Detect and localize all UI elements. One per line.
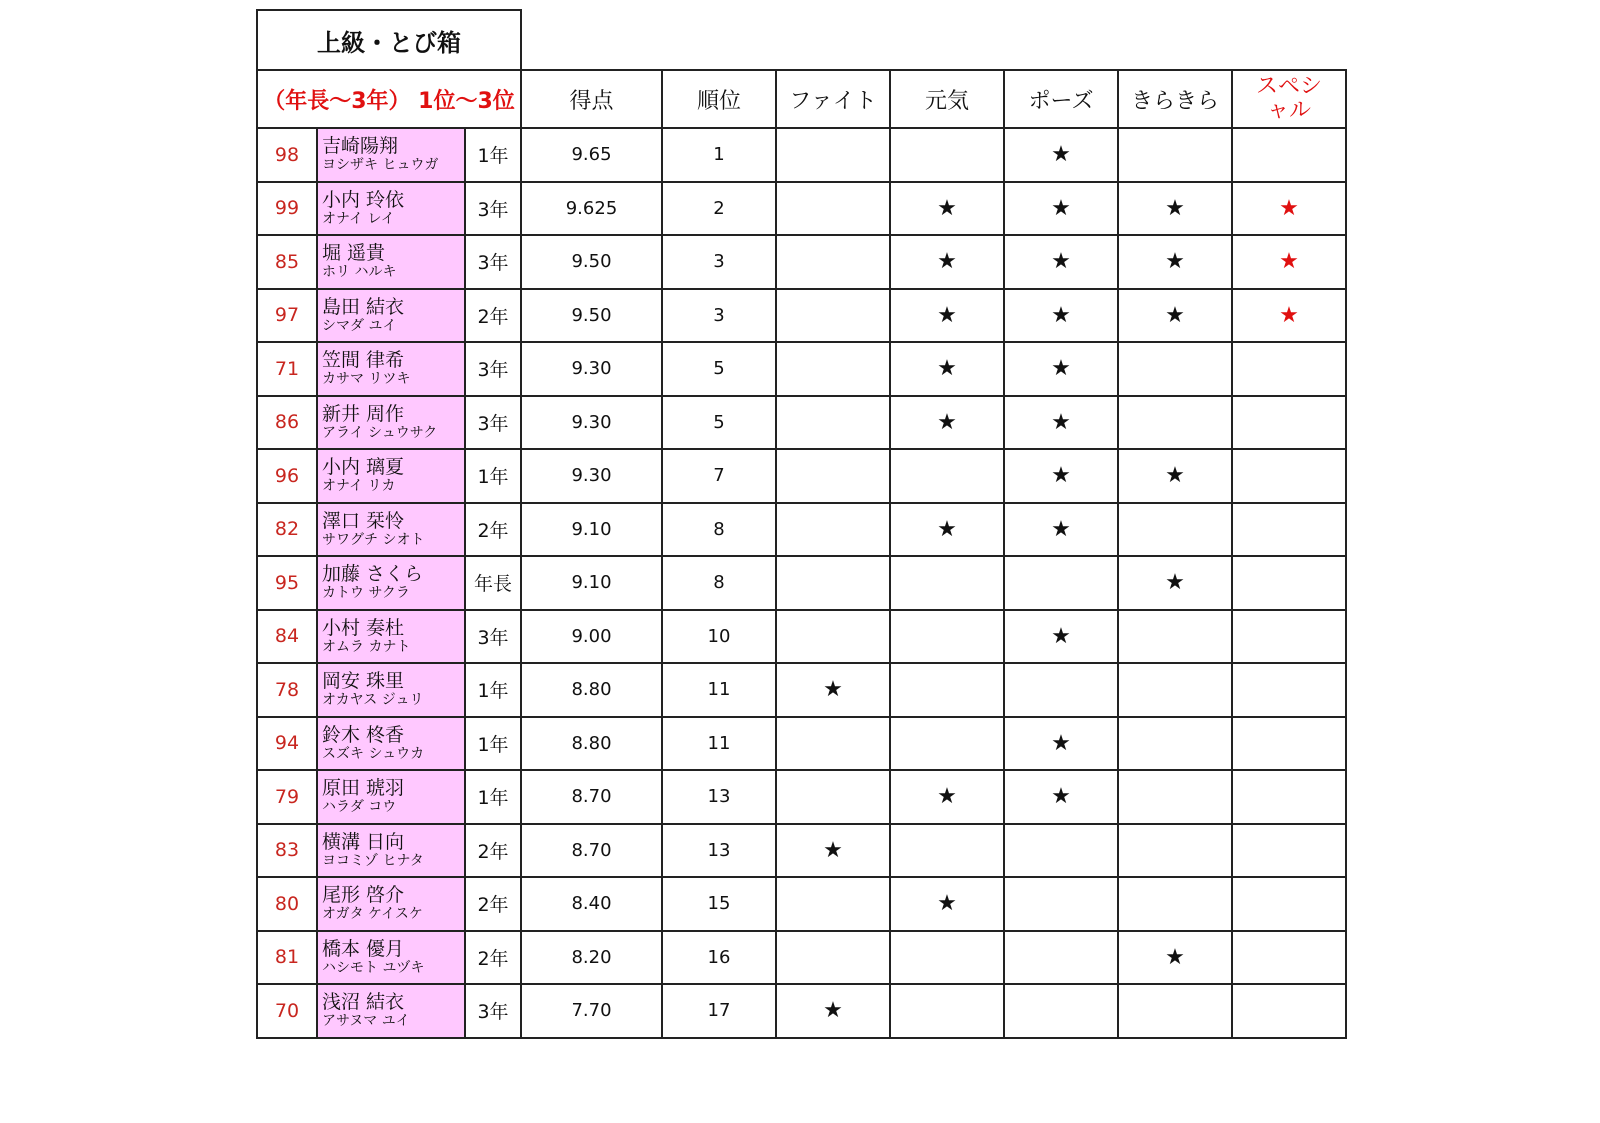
- table-row: [257, 289, 1346, 343]
- grade-cell: 3年: [465, 235, 521, 289]
- fight-cell: [776, 342, 890, 396]
- fight-cell: [776, 877, 890, 931]
- table-row: [257, 931, 1346, 985]
- grade-cell: 3年: [465, 396, 521, 450]
- genki-cell: [890, 824, 1004, 878]
- star-icon: ★: [1165, 195, 1185, 221]
- results-table: [256, 9, 1347, 1039]
- table-row: [257, 342, 1346, 396]
- table-row: [257, 182, 1346, 236]
- pose-cell: [1004, 128, 1118, 182]
- rank-cell: 5: [662, 342, 776, 396]
- special-cell: [1232, 931, 1346, 985]
- rank-cell: 3: [662, 289, 776, 343]
- kirakira-cell: [1118, 128, 1232, 182]
- genki-cell: [890, 556, 1004, 610]
- name-cell: [317, 503, 465, 557]
- table-row: [257, 770, 1346, 824]
- name-kana: オカヤス ジュリ: [322, 692, 424, 709]
- star-icon: ★: [937, 516, 957, 542]
- entry-number: 81: [257, 931, 317, 985]
- pose-cell: [1004, 556, 1118, 610]
- pose-cell: [1004, 235, 1118, 289]
- kirakira-cell: [1118, 182, 1232, 236]
- special-header-line1: スペシ: [1255, 74, 1322, 99]
- entry-number: 96: [257, 449, 317, 503]
- genki-cell: [890, 984, 1004, 1038]
- fight-cell: [776, 503, 890, 557]
- grade-cell: 1年: [465, 128, 521, 182]
- name-kanji: 島田 結衣: [322, 295, 405, 318]
- genki-cell: [890, 931, 1004, 985]
- name-kanji: 笠間 律希: [322, 349, 405, 372]
- rank-cell: 13: [662, 770, 776, 824]
- star-icon: ★: [1051, 356, 1071, 382]
- rank-cell: 3: [662, 235, 776, 289]
- kirakira-cell: [1118, 770, 1232, 824]
- kirakira-cell: [1118, 289, 1232, 343]
- rank-cell: 1: [662, 128, 776, 182]
- entry-number: 99: [257, 182, 317, 236]
- rank-cell: 16: [662, 931, 776, 985]
- genki-cell: [890, 503, 1004, 557]
- name-kanji: 尾形 啓介: [322, 884, 405, 907]
- fight-cell: [776, 449, 890, 503]
- grade-cell: 2年: [465, 824, 521, 878]
- name-cell: [317, 770, 465, 824]
- fight-header: ファイト: [776, 70, 890, 128]
- genki-cell: [890, 289, 1004, 343]
- grade-cell: 3年: [465, 610, 521, 664]
- star-icon: ★: [823, 998, 843, 1024]
- name-cell: [317, 182, 465, 236]
- entry-number: 80: [257, 877, 317, 931]
- entry-number: 84: [257, 610, 317, 664]
- star-icon: ★: [823, 677, 843, 703]
- genki-cell: [890, 717, 1004, 771]
- pose-cell: [1004, 342, 1118, 396]
- entry-number: 98: [257, 128, 317, 182]
- star-icon: ★: [1165, 249, 1185, 275]
- rank-cell: 15: [662, 877, 776, 931]
- name-kana: アライ シュウサク: [322, 424, 438, 441]
- table-row: [257, 128, 1346, 182]
- pose-cell: [1004, 717, 1118, 771]
- special-cell: [1232, 770, 1346, 824]
- rank-cell: 17: [662, 984, 776, 1038]
- name-kana: ハシモト ユヅキ: [322, 959, 425, 976]
- table-body: [257, 10, 1346, 1038]
- name-kana: オナイ リカ: [322, 478, 396, 495]
- pose-cell: [1004, 877, 1118, 931]
- star-icon: ★: [1051, 142, 1071, 168]
- name-cell: [317, 984, 465, 1038]
- name-cell: [317, 556, 465, 610]
- name-cell: [317, 128, 465, 182]
- grade-cell: 3年: [465, 984, 521, 1038]
- pose-cell: [1004, 182, 1118, 236]
- score-cell: 9.65: [521, 128, 662, 182]
- rank-cell: 8: [662, 556, 776, 610]
- rank-cell: 11: [662, 663, 776, 717]
- score-cell: 9.50: [521, 289, 662, 343]
- table-row: [257, 663, 1346, 717]
- score-cell: 9.30: [521, 342, 662, 396]
- rank-cell: 2: [662, 182, 776, 236]
- grade-cell: 1年: [465, 770, 521, 824]
- genki-cell: [890, 128, 1004, 182]
- grade-cell: 2年: [465, 931, 521, 985]
- star-icon: ★: [1165, 463, 1185, 489]
- name-cell: [317, 931, 465, 985]
- name-kana: スズキ シュウカ: [322, 745, 425, 762]
- genki-header: 元気: [890, 70, 1004, 128]
- entry-number: 86: [257, 396, 317, 450]
- name-kanji: 新井 周作: [322, 402, 405, 425]
- special-cell: [1232, 663, 1346, 717]
- fight-cell: [776, 182, 890, 236]
- genki-cell: [890, 182, 1004, 236]
- star-icon: ★: [1279, 302, 1299, 328]
- fight-cell: [776, 235, 890, 289]
- header-row: [257, 70, 1346, 128]
- grade-cell: 年長: [465, 556, 521, 610]
- score-cell: 8.20: [521, 931, 662, 985]
- kirakira-cell: [1118, 610, 1232, 664]
- name-kanji: 堀 遥貴: [322, 242, 386, 265]
- table-row: [257, 556, 1346, 610]
- score-cell: 7.70: [521, 984, 662, 1038]
- kirakira-cell: [1118, 342, 1232, 396]
- entry-number: 78: [257, 663, 317, 717]
- score-cell: 9.50: [521, 235, 662, 289]
- special-cell: [1232, 235, 1346, 289]
- name-cell: [317, 342, 465, 396]
- score-cell: 9.30: [521, 396, 662, 450]
- name-kanji: 澤口 栞怜: [322, 509, 405, 532]
- star-icon: ★: [937, 195, 957, 221]
- table-row: [257, 503, 1346, 557]
- name-kanji: 小内 璃夏: [322, 456, 405, 479]
- genki-cell: [890, 396, 1004, 450]
- name-kana: ヨコミゾ ヒナタ: [322, 852, 424, 869]
- special-cell: [1232, 824, 1346, 878]
- genki-cell: [890, 663, 1004, 717]
- score-cell: 8.40: [521, 877, 662, 931]
- kirakira-cell: [1118, 717, 1232, 771]
- name-cell: [317, 449, 465, 503]
- star-icon: ★: [1165, 570, 1185, 596]
- name-kana: シマダ ユイ: [322, 317, 397, 334]
- special-cell: [1232, 396, 1346, 450]
- kirakira-cell: [1118, 396, 1232, 450]
- grade-cell: 3年: [465, 342, 521, 396]
- name-cell: [317, 396, 465, 450]
- special-cell: [1232, 877, 1346, 931]
- entry-number: 85: [257, 235, 317, 289]
- name-kana: カトウ サクラ: [322, 585, 410, 602]
- table-row: [257, 984, 1346, 1038]
- score-cell: 8.80: [521, 663, 662, 717]
- table-row: [257, 235, 1346, 289]
- name-cell: [317, 717, 465, 771]
- kirakira-cell: [1118, 931, 1232, 985]
- entry-number: 71: [257, 342, 317, 396]
- star-icon: ★: [937, 356, 957, 382]
- star-icon: ★: [1051, 516, 1071, 542]
- genki-cell: [890, 235, 1004, 289]
- star-icon: ★: [937, 784, 957, 810]
- entry-number: 94: [257, 717, 317, 771]
- score-cell: 9.00: [521, 610, 662, 664]
- pose-cell: [1004, 824, 1118, 878]
- rank-cell: 5: [662, 396, 776, 450]
- name-kanji: 原田 琥羽: [322, 777, 405, 800]
- score-header: 得点: [521, 70, 662, 128]
- name-kana: アサヌマ ユイ: [322, 1013, 410, 1030]
- name-kanji: 横溝 日向: [322, 830, 405, 853]
- pose-cell: [1004, 610, 1118, 664]
- name-kanji: 鈴木 柊香: [322, 723, 405, 746]
- name-kanji: 吉崎陽翔: [322, 135, 399, 158]
- pose-cell: [1004, 503, 1118, 557]
- pose-cell: [1004, 396, 1118, 450]
- score-cell: 9.10: [521, 556, 662, 610]
- grade-cell: 2年: [465, 289, 521, 343]
- star-icon: ★: [1279, 195, 1299, 221]
- pose-cell: [1004, 984, 1118, 1038]
- name-kana: オガタ ケイスケ: [322, 906, 423, 923]
- special-cell: [1232, 182, 1346, 236]
- star-icon: ★: [823, 837, 843, 863]
- entry-number: 83: [257, 824, 317, 878]
- special-cell: [1232, 449, 1346, 503]
- star-icon: ★: [1165, 302, 1185, 328]
- pose-cell: [1004, 931, 1118, 985]
- table-row: [257, 610, 1346, 664]
- score-cell: 8.70: [521, 824, 662, 878]
- entry-number: 70: [257, 984, 317, 1038]
- genki-cell: [890, 877, 1004, 931]
- grade-cell: 1年: [465, 717, 521, 771]
- table-row: [257, 449, 1346, 503]
- kirakira-cell: [1118, 556, 1232, 610]
- name-kana: ホリ ハルキ: [322, 264, 397, 281]
- kirakira-header: きらきら: [1118, 70, 1232, 128]
- pose-cell: [1004, 770, 1118, 824]
- name-kana: オムラ カナト: [322, 638, 411, 655]
- fight-cell: [776, 396, 890, 450]
- name-kana: オナイ レイ: [322, 210, 395, 227]
- fight-cell: [776, 663, 890, 717]
- grade-cell: 1年: [465, 449, 521, 503]
- name-kana: カサマ リツキ: [322, 371, 411, 388]
- name-cell: [317, 877, 465, 931]
- genki-cell: [890, 770, 1004, 824]
- rank-cell: 7: [662, 449, 776, 503]
- fight-cell: [776, 984, 890, 1038]
- blank-area: [521, 10, 1346, 70]
- name-cell: [317, 610, 465, 664]
- rank-cell: 11: [662, 717, 776, 771]
- kirakira-cell: [1118, 663, 1232, 717]
- grade-cell: 2年: [465, 503, 521, 557]
- results-sheet: [256, 9, 1347, 1039]
- star-icon: ★: [1051, 623, 1071, 649]
- score-cell: 9.10: [521, 503, 662, 557]
- name-kanji: 橋本 優月: [322, 937, 405, 960]
- score-cell: 9.30: [521, 449, 662, 503]
- pose-header: ポーズ: [1004, 70, 1118, 128]
- star-icon: ★: [937, 302, 957, 328]
- rank-cell: 13: [662, 824, 776, 878]
- star-icon: ★: [1051, 302, 1071, 328]
- fight-cell: [776, 824, 890, 878]
- kirakira-cell: [1118, 503, 1232, 557]
- special-cell: [1232, 610, 1346, 664]
- name-kanji: 浅沼 結衣: [322, 991, 405, 1014]
- grade-cell: 1年: [465, 663, 521, 717]
- grade-cell: 3年: [465, 182, 521, 236]
- pose-cell: [1004, 289, 1118, 343]
- star-icon: ★: [1051, 195, 1071, 221]
- score-cell: 8.70: [521, 770, 662, 824]
- table-row: [257, 877, 1346, 931]
- fight-cell: [776, 717, 890, 771]
- table-row: [257, 824, 1346, 878]
- name-cell: [317, 824, 465, 878]
- pose-cell: [1004, 663, 1118, 717]
- range-header: （年長～3年） 1位～3位: [257, 70, 521, 128]
- special-header-line2: ャル: [1266, 98, 1311, 123]
- special-cell: [1232, 342, 1346, 396]
- special-cell: [1232, 289, 1346, 343]
- name-kanji: 岡安 珠里: [322, 670, 405, 693]
- entry-number: 79: [257, 770, 317, 824]
- kirakira-cell: [1118, 449, 1232, 503]
- entry-number: 95: [257, 556, 317, 610]
- fight-cell: [776, 128, 890, 182]
- special-cell: [1232, 556, 1346, 610]
- entry-number: 97: [257, 289, 317, 343]
- name-kana: ハラダ コウ: [322, 799, 397, 816]
- fight-cell: [776, 610, 890, 664]
- grade-cell: 2年: [465, 877, 521, 931]
- special-cell: [1232, 984, 1346, 1038]
- name-kana: ヨシザキ ヒュウガ: [322, 157, 439, 174]
- fight-cell: [776, 931, 890, 985]
- rank-cell: 10: [662, 610, 776, 664]
- fight-cell: [776, 289, 890, 343]
- name-kanji: 小内 玲依: [322, 188, 405, 211]
- special-cell: [1232, 717, 1346, 771]
- name-cell: [317, 289, 465, 343]
- sheet-title: 上級・とび箱: [257, 10, 521, 70]
- star-icon: ★: [937, 249, 957, 275]
- name-kanji: 小村 奏杜: [322, 616, 405, 639]
- fight-cell: [776, 556, 890, 610]
- score-cell: 8.80: [521, 717, 662, 771]
- special-header: [1232, 70, 1346, 128]
- kirakira-cell: [1118, 824, 1232, 878]
- special-cell: [1232, 503, 1346, 557]
- genki-cell: [890, 342, 1004, 396]
- star-icon: ★: [1051, 409, 1071, 435]
- entry-number: 82: [257, 503, 317, 557]
- kirakira-cell: [1118, 877, 1232, 931]
- name-kana: サワグチ シオト: [322, 531, 425, 548]
- name-cell: [317, 663, 465, 717]
- star-icon: ★: [1165, 944, 1185, 970]
- kirakira-cell: [1118, 235, 1232, 289]
- star-icon: ★: [1051, 249, 1071, 275]
- star-icon: ★: [937, 891, 957, 917]
- special-cell: [1232, 128, 1346, 182]
- table-row: [257, 717, 1346, 771]
- genki-cell: [890, 449, 1004, 503]
- star-icon: ★: [1051, 784, 1071, 810]
- rank-header: 順位: [662, 70, 776, 128]
- star-icon: ★: [1051, 463, 1071, 489]
- star-icon: ★: [1051, 730, 1071, 756]
- pose-cell: [1004, 449, 1118, 503]
- kirakira-cell: [1118, 984, 1232, 1038]
- name-kanji: 加藤 さくら: [322, 563, 424, 586]
- rank-cell: 8: [662, 503, 776, 557]
- name-cell: [317, 235, 465, 289]
- fight-cell: [776, 770, 890, 824]
- table-row: [257, 396, 1346, 450]
- score-cell: 9.625: [521, 182, 662, 236]
- genki-cell: [890, 610, 1004, 664]
- star-icon: ★: [1279, 249, 1299, 275]
- star-icon: ★: [937, 409, 957, 435]
